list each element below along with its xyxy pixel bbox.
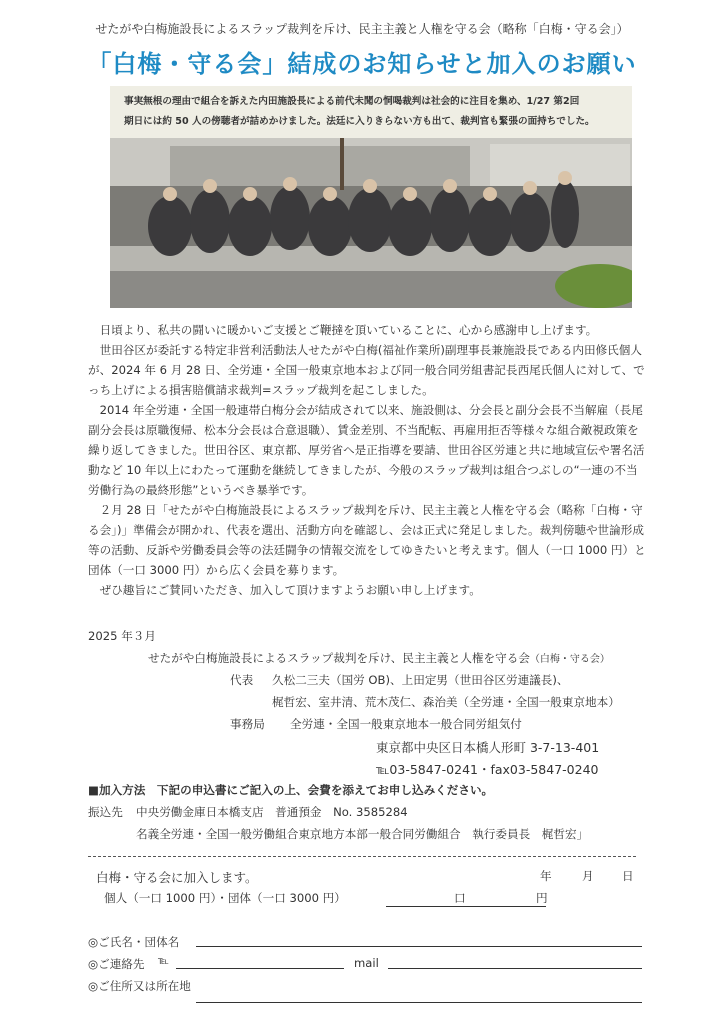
- photo-caption: [124, 92, 624, 132]
- name-field[interactable]: [196, 930, 642, 947]
- account-name: 名義全労連・全国一般労働組合東京地方本部一般合同労働組合 執行委員長 梶哲宏」: [136, 827, 589, 841]
- mail-label: mail: [354, 956, 379, 970]
- tel-field[interactable]: [176, 952, 344, 969]
- paragraph-4: ２月 28 日「せたがや白梅施設長によるスラップ裁判を斥け、民主主義と人権を守る会（略称「白梅・守る会」)」準備会が開かれ、代表を選出、活動方向を確認し、会は正式に発足しました。裁判傍聴や世論形成等の活動、反訴や労働委員会等の法廷闘争の情報交流をしてゆきたいと考えます。個人（一口 1000 円）と団体（一口 3000 円）から広く会員を募ります。: [88, 503, 646, 577]
- contact-label: ◎ご連絡先: [88, 957, 145, 971]
- caption-line-1: 事実無根の理由で組合を訴えた内田施設長による前代未聞の恫喝裁判は社会的に注目を集め、1/27 第2回: [124, 96, 580, 107]
- tel-label: ℡: [158, 956, 169, 967]
- bank-info: 中央労働金庫日本橋支店 普通預金 No. 3585284: [136, 805, 408, 819]
- form-heading: 白梅・守る会に加入します。: [96, 870, 258, 885]
- form-month-label: 月: [582, 869, 594, 883]
- bank-label: 振込先: [88, 805, 123, 819]
- office-label: 事務局: [230, 717, 265, 731]
- fee-text: 個人（一口 1000 円）・団体（一口 3000 円）: [104, 891, 346, 905]
- cut-line: [88, 856, 636, 857]
- paragraph-3: 2014 年全労連・全国一般連帯白梅分会が結成されて以来、施設側は、分会長と副分会長不当解雇（長尾副分会長は原職復帰、松本分会長は合意退職）、賃金差別、不当配転、再雇用拒否等様々な組合敵視政策を繰り返してきました。世田谷区、東京都、厚労省へ是正指導を要請、世田谷区労連と共に地域宣伝や署名活動など 10 年以上にわたって運動を継続してきましたが、今般のスラップ裁判は組合つぶしの“一連の不当労働行為の最終形態”というべき暴挙です。: [88, 403, 645, 497]
- mail-field[interactable]: [388, 952, 642, 969]
- paragraph-1-text: 日頃より、私共の闘いに暖かいご支援とご鞭撻を頂いていることに、心から感謝申し上げます。: [99, 323, 598, 337]
- subtitle: せたがや白梅施設長によるスラップ裁判を斥け、民主主義と人権を守る会（略称「白梅・守る会」）: [95, 22, 629, 36]
- form-day-label: 日: [622, 869, 634, 883]
- form-year-label: 年: [540, 869, 552, 883]
- join-method: ■加入方法 下記の申込書にご記入の上、会費を添えてお申し込みください。: [88, 783, 494, 797]
- office-tel-fax: ℡03-5847-0241・fax03-5847-0240: [376, 762, 599, 777]
- paragraph-1: [88, 320, 648, 600]
- date: 2025 年３月: [88, 629, 156, 643]
- fee-unit-box: 口: [454, 891, 466, 905]
- paragraph-2: 世田谷区が委託する特定非営利活動法人せたがや白梅(福祉作業所)副理事長兼施設長である内田修氏個人が、2024 年 6 月 28 日、全労連・全国一般東京地本および同一般合同労組書記長西尾氏個人に対して、でっち上げによる損害賠償請求裁判=スラップ裁判を起こしました。: [88, 343, 645, 397]
- office-address: 東京都中央区日本橋人形町 3-7-13-401: [376, 740, 600, 755]
- paragraph-5: ぜひ趣旨にご賛同いただき、加入して頂けますようお願い申し上げます。: [99, 583, 481, 597]
- rep-line-2: 梶哲宏、室井清、荒木茂仁、森治美（全労連・全国一般東京地本）: [272, 695, 620, 709]
- signature-org-name: せたがや白梅施設長によるスラップ裁判を斥け、民主主義と人権を守る会: [148, 651, 530, 665]
- page-title: 「白梅・守る会」結成のお知らせと加入のお願い: [87, 50, 637, 78]
- rep-line-1: 久松二三夫（国労 OB)、上田定男（世田谷区労連議長)、: [272, 673, 569, 687]
- group-photo: [110, 86, 632, 308]
- address-field[interactable]: [196, 986, 642, 1003]
- signature-org: [148, 650, 610, 666]
- rep-label: 代表: [230, 673, 254, 687]
- fee-yen: 円: [536, 891, 548, 905]
- signature-org-abbr: （白梅・守る会）: [529, 654, 610, 665]
- fee-field[interactable]: [386, 890, 546, 907]
- name-label: ◎ご氏名・団体名: [88, 935, 180, 949]
- caption-line-2: 期日には約 50 人の傍聴者が詰めかけました。法廷に入りきらない方も出て、裁判官も緊張の面持ちでした。: [124, 116, 595, 127]
- address-label: ◎ご住所又は所在地: [88, 979, 191, 993]
- office-name: 全労連・全国一般東京地本一般合同労組気付: [290, 717, 522, 731]
